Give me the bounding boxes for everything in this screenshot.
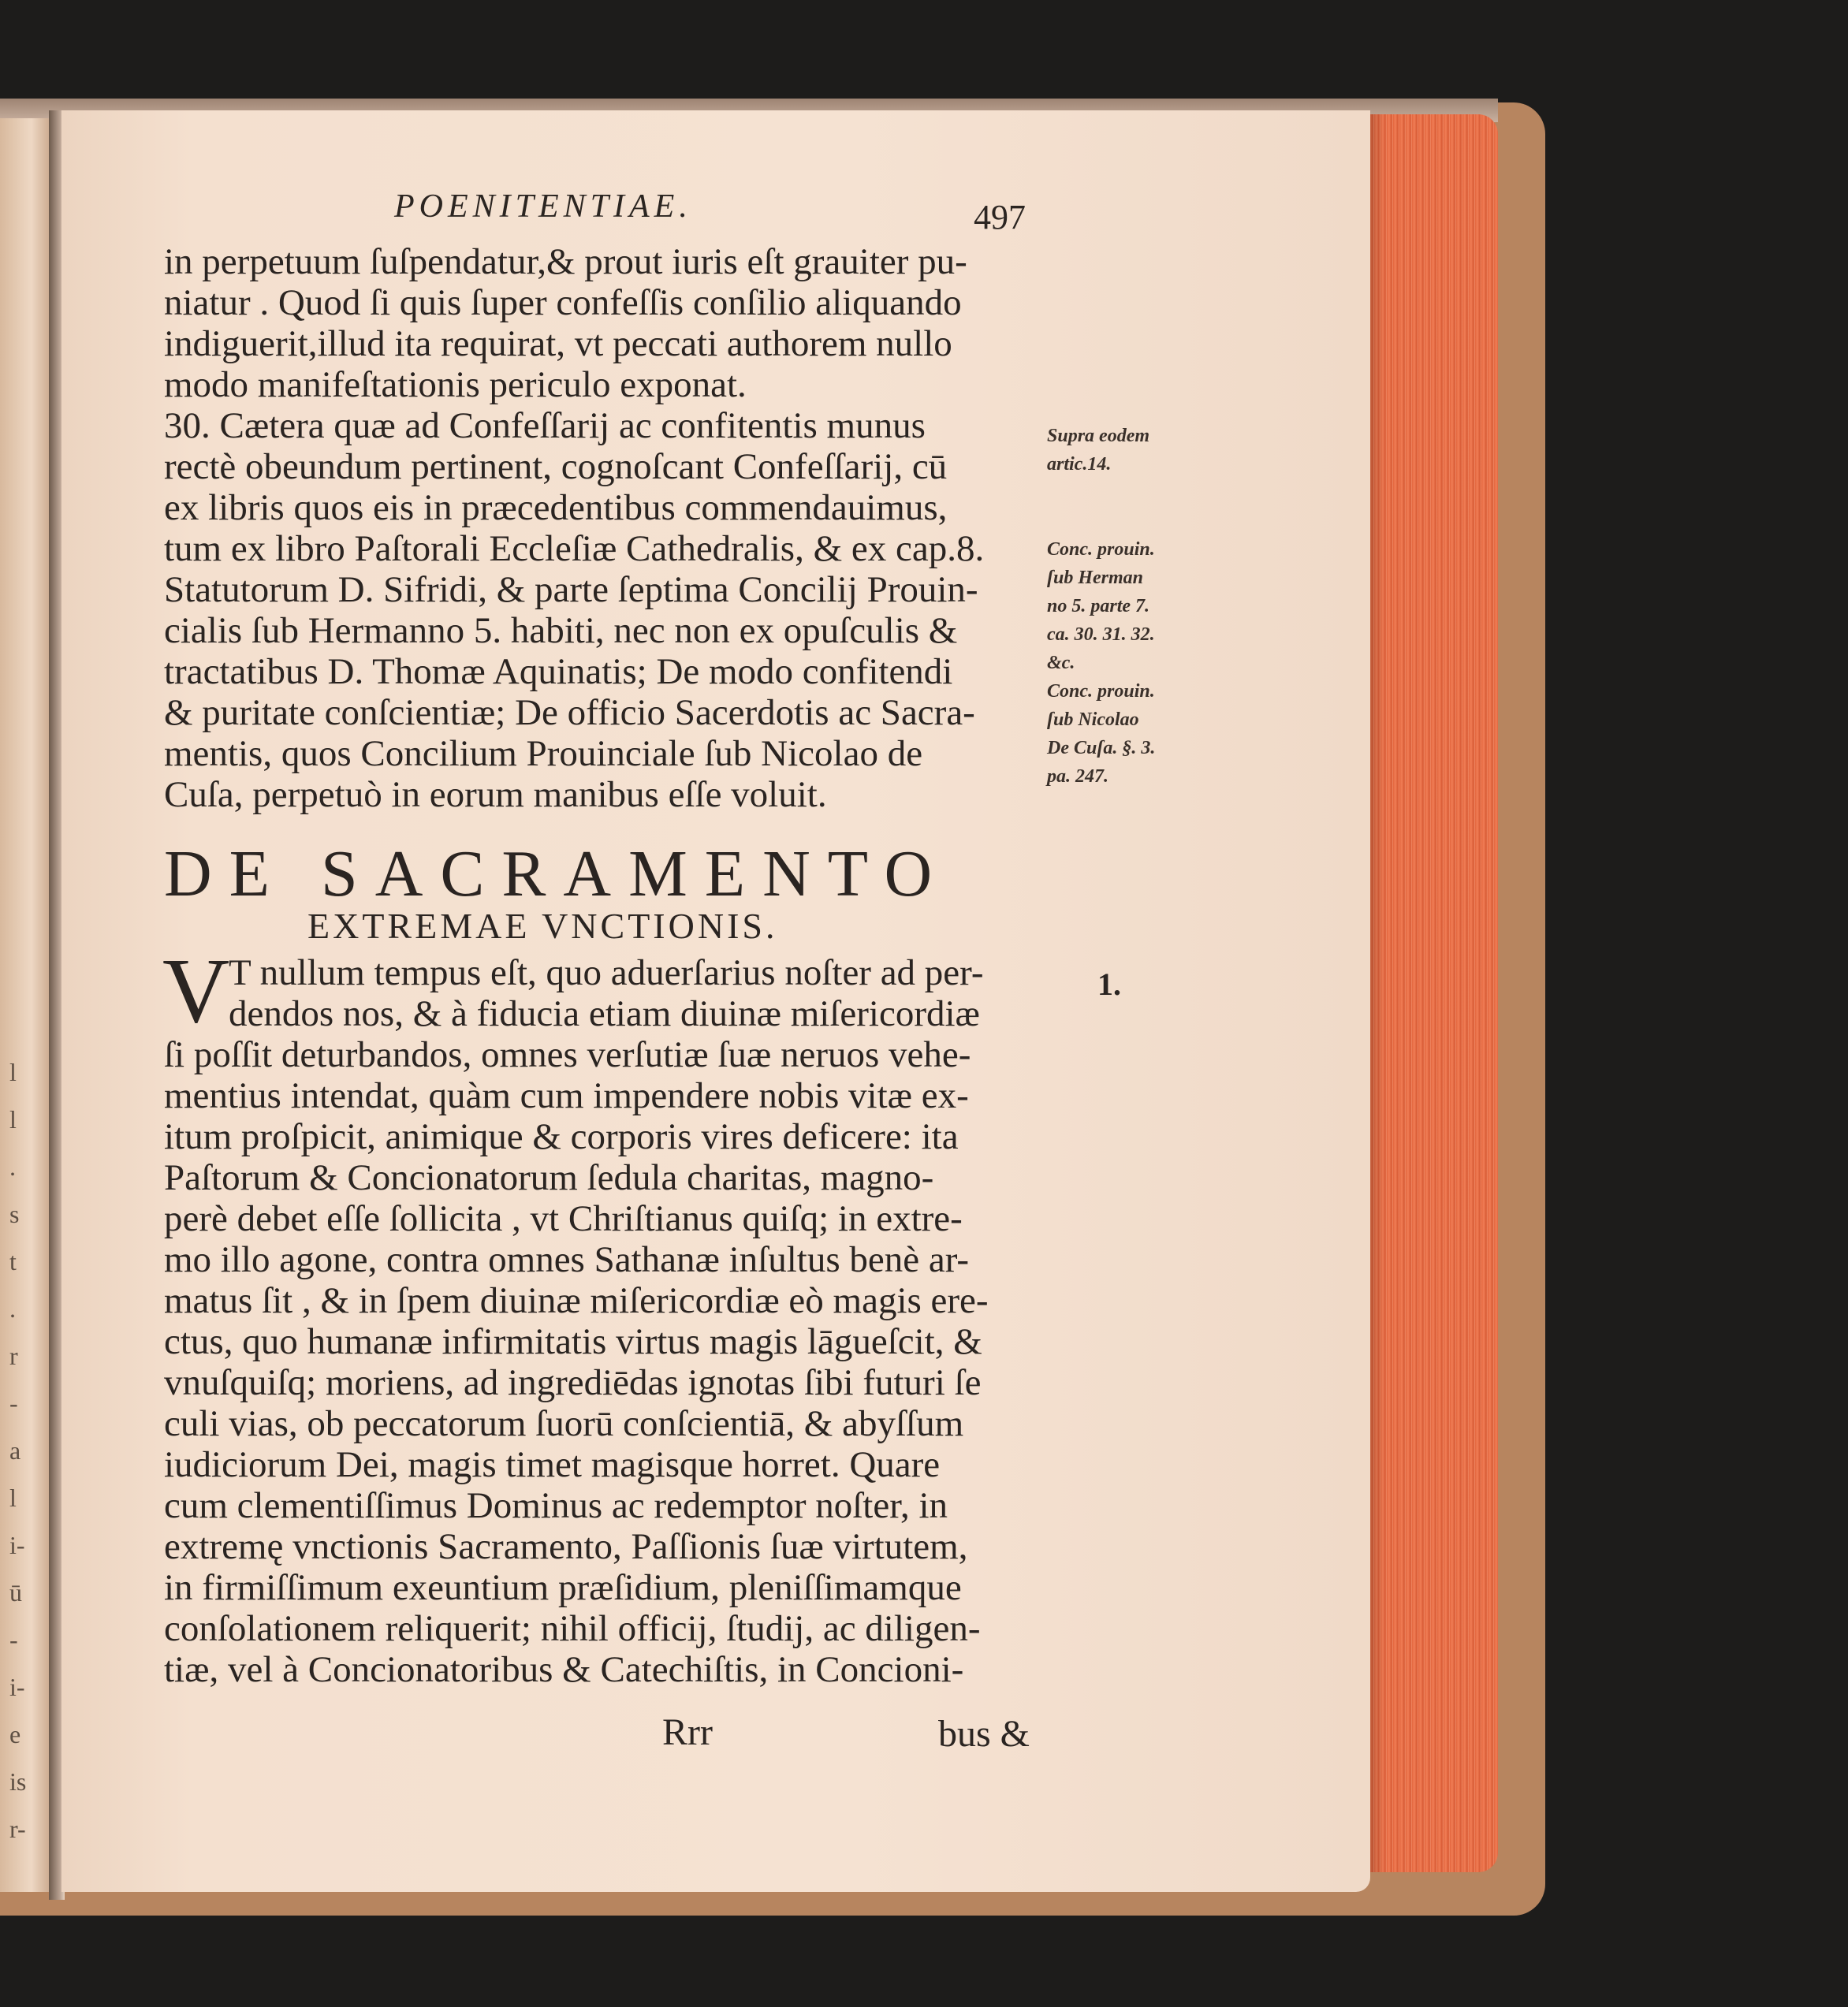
text-line: tum ex libro Paſtorali Eccleſiæ Cathedralis, & ex cap.8. <box>164 528 985 569</box>
text-line: & puritate conſcientiæ; De officio Sacerdotis ac Sacra- <box>164 692 975 733</box>
text-line: dendos nos, & à fiducia etiam diuinæ miſericordiæ <box>229 993 980 1034</box>
page-number: 497 <box>974 198 1026 236</box>
section-subheading: EXTREMAE VNCTIONIS. <box>307 906 778 946</box>
left-page-fragment: l <box>9 1484 17 1512</box>
section-heading: DE SACRAMENTO <box>164 837 950 910</box>
page-header <box>394 188 1041 235</box>
text-line: Cuſa, perpetuò in eorum manibus eſſe voluit. <box>164 774 827 815</box>
left-page-fragment: s <box>9 1200 20 1228</box>
text-line: Paſtorum & Concionatorum ſedula charitas, magno- <box>164 1157 934 1198</box>
catchword: bus & <box>938 1713 1030 1755</box>
margin-note-line: artic.14. <box>1047 454 1112 475</box>
left-page-fragment: i- <box>9 1673 25 1701</box>
margin-note-line: pa. 247. <box>1047 766 1108 787</box>
left-page-fragment: i- <box>9 1531 25 1559</box>
text-line: niatur . Quod ſi quis ſuper confeſſis conſilio aliquando <box>164 282 962 323</box>
margin-note-line: ſub Nicolao <box>1047 709 1139 730</box>
margin-note-line <box>1047 478 1197 507</box>
text-line: modo manifeſtationis periculo exponat. <box>164 364 747 405</box>
text-line: cum clementiſſimus Dominus ac redemptor noſter, in <box>164 1485 948 1526</box>
text-line: ctus, quo humanæ infirmitatis virtus magis lāgueſcit, & <box>164 1321 982 1362</box>
paragraph-penance-end <box>164 241 1047 815</box>
left-page-fragment: - <box>9 1389 18 1417</box>
margin-note-line: Conc. prouin. <box>1047 539 1155 560</box>
left-page-fragment: is <box>9 1767 27 1796</box>
text-line: 30. Cætera quæ ad Confeſſarij ac confitentis munus <box>164 405 926 446</box>
text-line: ſi poſſit deturbandos, omnes verſutiæ ſuæ neruos vehe- <box>164 1034 971 1075</box>
left-page-fragment: a <box>9 1436 21 1465</box>
text-line: cialis ſub Hermanno 5. habiti, nec non ex opuſculis & <box>164 610 958 651</box>
left-page-fragment: ū <box>9 1578 22 1607</box>
margin-note-line: De Cuſa. §. 3. <box>1047 738 1156 758</box>
text-line: in perpetuum ſuſpendatur,& prout iuris eſt grauiter pu- <box>164 241 967 282</box>
left-page-fragment: t <box>9 1247 17 1275</box>
signature-mark: Rrr <box>662 1711 713 1753</box>
red-page-edges <box>1368 114 1498 1872</box>
left-page-fragment: l <box>9 1058 17 1086</box>
margin-note-line: Conc. prouin. <box>1047 681 1155 702</box>
text-line: matus ſit , & in ſpem diuinæ miſericordiæ eò magis ere- <box>164 1280 989 1321</box>
text-line: tractatibus D. Thomæ Aquinatis; De modo confitendi <box>164 651 953 692</box>
left-page-fragment: e <box>9 1720 21 1748</box>
left-page-fragment: r- <box>9 1815 26 1843</box>
left-page-fragment: - <box>9 1625 18 1654</box>
text-line: indiguerit,illud ita requirat, vt peccati authorem nullo <box>164 323 952 364</box>
left-page-fragments <box>9 1048 41 1852</box>
margin-note-line: &c. <box>1047 653 1075 673</box>
margin-note-line: ſub Herman <box>1047 568 1144 588</box>
margin-notes <box>1047 422 1197 791</box>
text-line: T nullum tempus eſt, quo aduerſarius noſter ad per- <box>229 952 984 993</box>
left-page-fragment: . <box>9 1152 16 1181</box>
section-number: 1. <box>1097 966 1121 1002</box>
text-line: rectè obeundum pertinent, cognoſcant Confeſſarij, cū <box>164 446 948 487</box>
text-line: vnuſquiſq; moriens, ad ingrediēdas ignotas ſibi futuri ſe <box>164 1362 982 1403</box>
text-line: mentius intendat, quàm cum impendere nobis vitæ ex- <box>164 1075 969 1116</box>
page-edge-shadow <box>1368 114 1385 1872</box>
text-line: conſolationem reliquerit; nihil officij, ſtudij, ac diligen- <box>164 1608 981 1649</box>
text-line: mo illo agone, contra omnes Sathanæ inſultus benè ar- <box>164 1239 970 1280</box>
text-line: ex libris quos eis in præcedentibus commendauimus, <box>164 487 948 528</box>
left-page-fragment: r <box>9 1342 18 1370</box>
text-line: in firmiſſimum exeuntium præſidium, pleniſſimamque <box>164 1567 962 1608</box>
text-line: perè debet eſſe ſollicita , vt Chriſtianus quiſq; in extre- <box>164 1198 963 1239</box>
text-line: Statutorum D. Sifridi, & parte ſeptima Concilij Prouin- <box>164 569 978 610</box>
margin-note-line <box>1047 507 1197 535</box>
margin-note-line: ca. 30. 31. 32. <box>1047 624 1155 645</box>
paragraph-extreme-unction <box>164 952 1055 1690</box>
text-line: iudiciorum Dei, magis timet magisque horret. Quare <box>164 1444 941 1485</box>
margin-note-line: no 5. parte 7. <box>1047 596 1150 616</box>
margin-note-line: Supra eodem <box>1047 426 1150 446</box>
text-line: itum proſpicit, animique & corporis vires deficere: ita <box>164 1116 959 1157</box>
text-line: tiæ, vel à Concionatoribus & Catechiſtis, in Concioni- <box>164 1649 964 1690</box>
left-page-fragment: . <box>9 1294 16 1323</box>
left-page-fragment: l <box>9 1105 17 1134</box>
drop-capital: V <box>162 939 230 1042</box>
text-line: mentis, quos Concilium Prouinciale ſub Nicolao de <box>164 733 923 774</box>
running-title: POENITENTIAE. <box>394 188 692 225</box>
text-line: culi vias, ob peccatorum ſuorū conſcientiā, & abyſſum <box>164 1403 964 1444</box>
text-line: extremę vnctionis Sacramento, Paſſionis ſuæ virtutem, <box>164 1526 968 1567</box>
